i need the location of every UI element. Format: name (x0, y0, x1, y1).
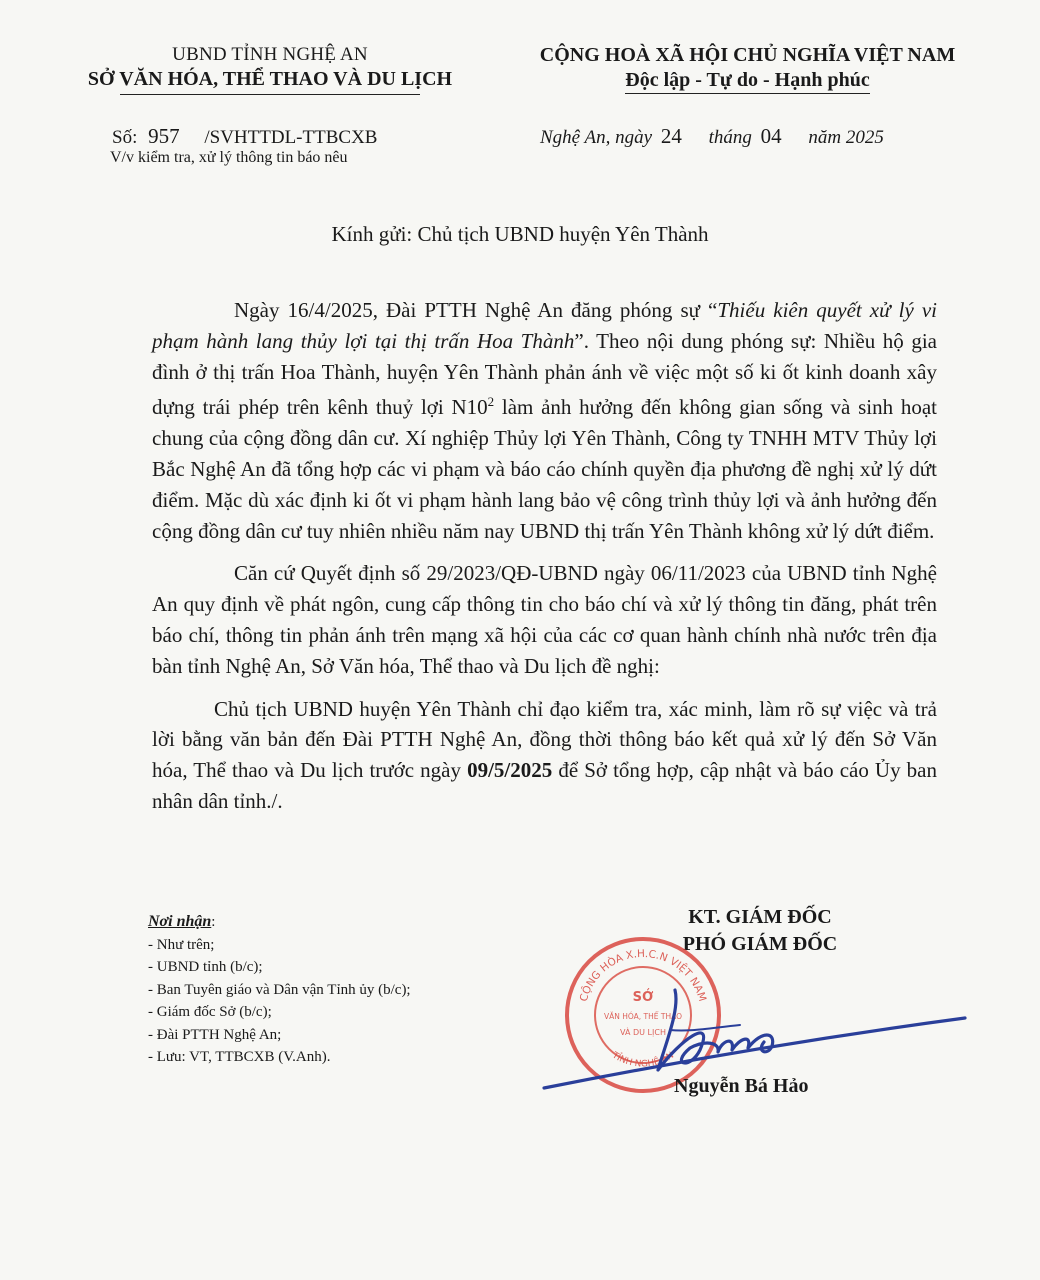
body-paragraph-2: Căn cứ Quyết định số 29/2023/QĐ-UBND ngày 06/11/2023 của UBND tỉnh Nghệ An quy định về phát ngôn, cung cấp thông tin cho báo chí và xử lý thông tin đăng, phát trên báo chí, thông tin phản ánh trên mạng xã hội của các cơ quan hành chính nhà nước trên địa bàn tỉnh Nghệ An, Sở Văn hóa, Thể thao và Du lịch đề nghị: (152, 561, 937, 678)
stamp-line-1: SỞ (632, 990, 654, 1005)
national-header (495, 44, 1000, 94)
recipient-item: - Giám đốc Sở (b/c); (148, 1004, 272, 1020)
canal-superscript: 2 (487, 394, 495, 410)
p3-start: Chủ tịch UBND huyện Yên Thành chỉ đạo kiểm tra, xác minh, làm rõ sự việc và trả lời bằng văn bản đến Đài PTTH Nghệ An, đồng thời thông báo kết quả xử lý đến Sở Văn hóa, Thể thao và Du lịch trước ngày (152, 696, 937, 783)
stamp-line-3: VÀ DU LỊCH (620, 1028, 666, 1037)
nation-name: CỘNG HOÀ XÃ HỘI CHỦ NGHĨA VIỆT NAM (539, 44, 956, 66)
recipients-list (148, 911, 411, 1069)
stamp-line-2: VĂN HÓA, THỂ THAO (603, 1012, 683, 1021)
report-title: Thiếu kiên quyết xử lý vi phạm hành lang thủy lợi tại thị trấn Hoa Thành (152, 298, 937, 353)
issuer-authority: UBND TỈNH NGHỆ AN (172, 44, 368, 65)
p1-mid: ”. Theo nội dung phóng sự: Nhiều hộ gia đình ở thị trấn Hoa Thành, huyện Yên Thành phản ánh về việc một số ki ốt kinh doanh xây dựng trái phép trên kênh thuỷ lợi N10 (152, 328, 937, 420)
issuer-department: SỞ VĂN HÓA, THỂ THAO VÀ DU LỊCH (87, 68, 453, 90)
issue-date (540, 124, 884, 149)
recipient-item: - Ban Tuyên giáo và Dân vận Tỉnh ủy (b/c); (148, 981, 411, 998)
signature-on-behalf: KT. GIÁM ĐỐC (688, 906, 832, 928)
addressee-greeting: Kính gửi: Chủ tịch UBND huyện Yên Thành (331, 222, 709, 246)
recipient-item: - Lưu: VT, TTBCXB (V.Anh). (148, 1049, 331, 1065)
date-month: 04 (760, 124, 782, 148)
issuer-underline (120, 94, 420, 95)
date-place: Nghệ An, ngày (540, 127, 653, 148)
signer-name: Nguyễn Bá Hảo (674, 1075, 809, 1097)
recipient-item: - UBND tỉnh (b/c); (148, 959, 263, 975)
recipients-colon: : (211, 914, 216, 930)
doc-number-prefix: Số: (112, 127, 138, 148)
signature-position: PHÓ GIÁM ĐỐC (682, 933, 838, 955)
stamp-bottom-text: TỈNH NGHỆ AN (610, 1050, 676, 1070)
p3-end: để Sở tổng hợp, cập nhật và báo cáo Ủy ban nhân dân tỉnh./. (152, 758, 937, 813)
date-year: năm 2025 (808, 127, 884, 148)
body-paragraph-1 (152, 295, 937, 546)
date-month-label: tháng (708, 127, 752, 148)
recipients-items (148, 934, 411, 1069)
stamp-ring-text: CỘNG HÒA X.H.C.N VIỆT NAM (577, 947, 709, 1003)
deadline-date: 09/5/2025 (467, 758, 553, 783)
date-day: 24 (660, 124, 682, 148)
issuer-header (50, 44, 490, 95)
letter-body (152, 295, 937, 817)
doc-number-code: /SVHTTDL-TTBCXB (204, 127, 378, 148)
recipient-item: - Đài PTTH Nghệ An; (148, 1026, 282, 1043)
recipient-item: - Như trên; (148, 936, 215, 953)
document-number (112, 124, 377, 149)
document-subject: V/v kiểm tra, xử lý thông tin báo nêu (110, 149, 348, 166)
national-motto: Độc lập - Tự do - Hạnh phúc (625, 69, 869, 94)
doc-number-value: 957 (148, 124, 180, 148)
body-paragraph-3 (152, 694, 937, 817)
recipients-title: Nơi nhận (148, 913, 212, 930)
p1-start: Ngày 16/4/2025, Đài PTTH Nghệ An đăng phóng sự “ (234, 298, 718, 322)
p1-end: làm ảnh hưởng đến không gian sống và sinh hoạt chung của cộng đồng dân cư. Xí nghiệp Thủy lợi Yên Thành, Công ty TNHH MTV Thủy lợi Bắc Nghệ An đã tổng hợp các vi phạm và báo cáo chính quyền địa phương đề nghị xử lý dứt điểm. Mặc dù xác định ki ốt vi phạm hành lang bảo vệ công trình thủy lợi và ảnh hưởng đến cộng đồng dân cư tuy nhiên nhiều năm nay UBND thị trấn Yên Thành không xử lý dứt điểm. (152, 395, 937, 543)
